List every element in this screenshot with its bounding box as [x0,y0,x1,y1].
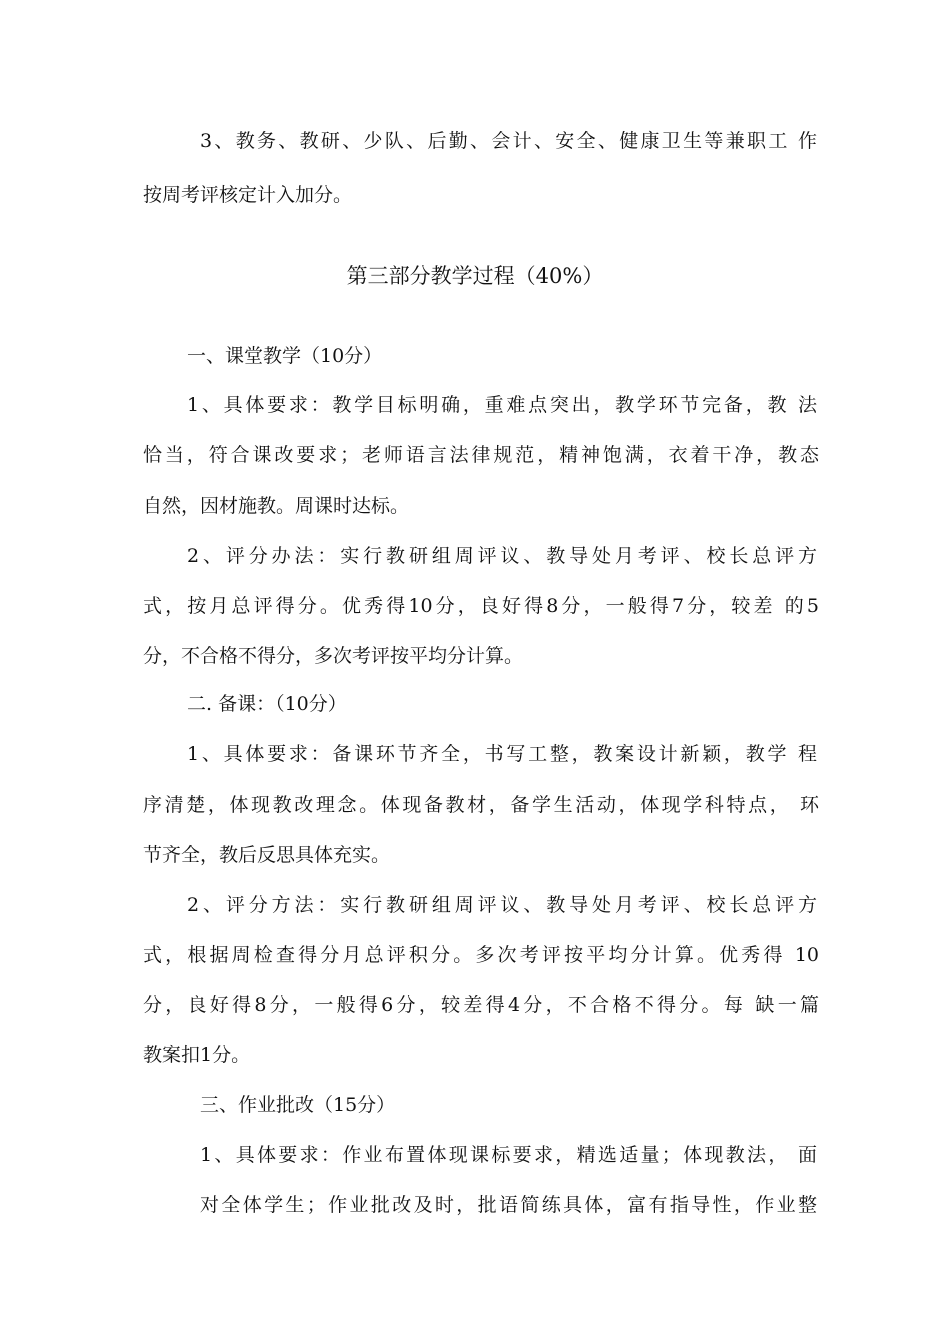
paragraph-line-10: 分，不合格不得分，多次考评按平均分计算。 [143,645,524,667]
paragraph-line-21: 对全体学生；作业批改及时，批语简练具体，富有指导性，作业整 [200,1194,817,1216]
paragraph-line-17: 分，良好得8分，一般得6分，较差得4分，不合格不得分。每 缺一篇 [143,994,819,1016]
paragraph-line-6: 恰当，符合课改要求；老师语言法律规范，精神饱满，衣着干净，教态 [143,444,819,466]
paragraph-line-5: 1、具体要求：教学目标明确，重难点突出，教学环节完备，教 法 [187,394,817,416]
paragraph-line-16: 式，根据周检查得分月总评积分。多次考评按平均分计算。优秀得 10 [143,944,819,966]
subsection-heading-classroom: 一、课堂教学（10分） [187,345,383,367]
paragraph-line-2: 按周考评核定计入加分。 [143,184,353,206]
paragraph-line-9: 式，按月总评得分。优秀得10分，良好得8分，一般得7分，较差 的5 [143,595,819,617]
subsection-heading-homework: 三、作业批改（15分） [200,1094,396,1116]
subsection-heading-lesson-prep: 二. 备课：（10分） [187,693,347,715]
section-title: 第三部分教学过程（40%） [346,264,604,288]
paragraph-line-13: 序清楚，体现教改理念。体现备教材，备学生活动，体现学科特点， 环 [143,794,819,816]
paragraph-line-1: 3、教务、教研、少队、后勤、会计、安全、健康卫生等兼职工 作 [200,130,817,152]
paragraph-line-7: 自然，因材施教。周课时达标。 [143,495,410,517]
paragraph-line-12: 1、具体要求：备课环节齐全，书写工整，教案设计新颖，教学 程 [187,743,817,765]
paragraph-line-8: 2、评分办法：实行教研组周评议、教导处月考评、校长总评方 [187,545,817,567]
paragraph-line-15: 2、评分方法：实行教研组周评议、教导处月考评、校长总评方 [187,894,817,916]
paragraph-line-14: 节齐全，教后反思具体充实。 [143,844,391,866]
paragraph-line-20: 1、具体要求：作业布置体现课标要求，精选适量；体现教法， 面 [200,1144,817,1166]
paragraph-line-18: 教案扣1分。 [143,1044,251,1066]
